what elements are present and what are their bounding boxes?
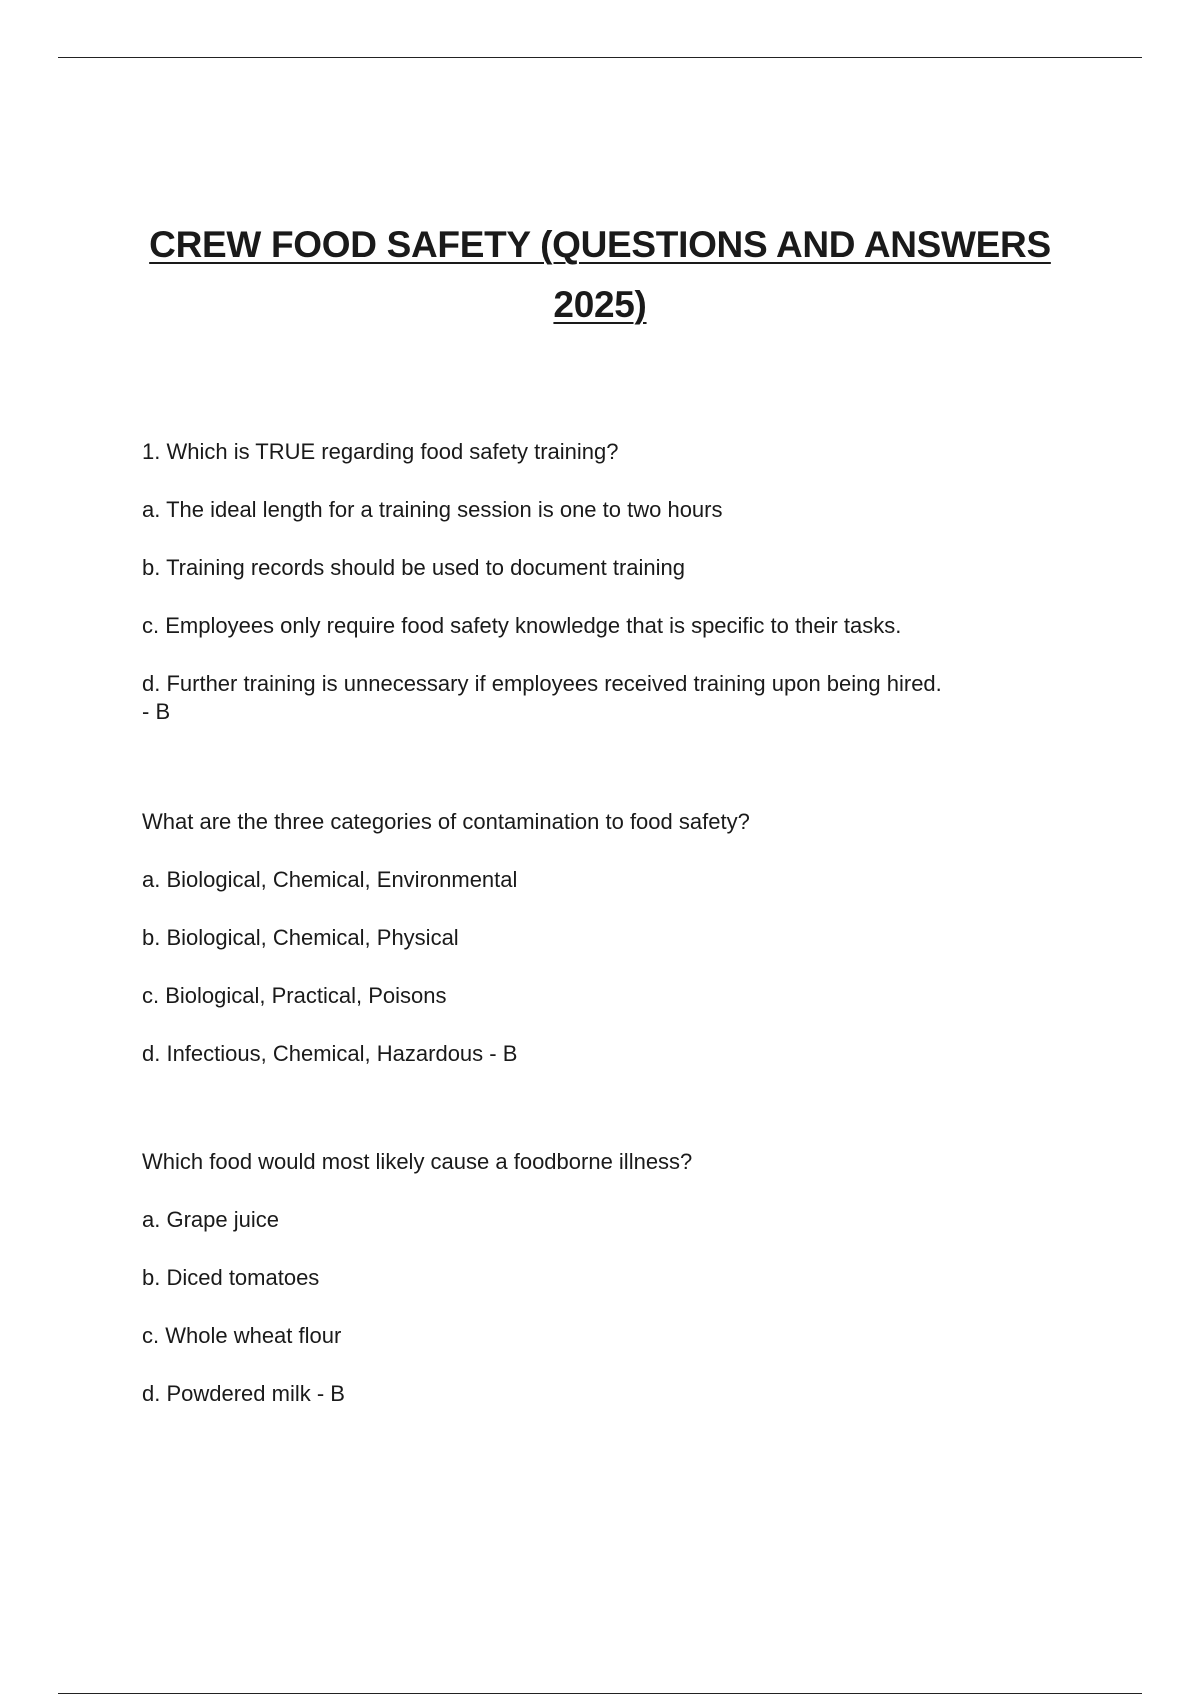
title-line-1: CREW FOOD SAFETY (QUESTIONS AND ANSWERS: [149, 224, 1051, 265]
option-d: d. Powdered milk - B: [142, 1381, 345, 1406]
option-b: b. Training records should be used to document training: [142, 555, 685, 580]
option-a: a. The ideal length for a training session is one to two hours: [142, 497, 723, 522]
question-text: Which food would most likely cause a foodborne illness?: [142, 1149, 693, 1174]
option-d-with-answer: [142, 670, 1082, 726]
option-c: c. Whole wheat flour: [142, 1323, 342, 1348]
option-d: d. Further training is unnecessary if employees received training upon being hired.: [142, 671, 942, 696]
option-a: a. Biological, Chemical, Environmental: [142, 867, 518, 892]
question-text: 1. Which is TRUE regarding food safety training?: [142, 439, 619, 464]
question-block-3: [142, 1148, 1082, 1408]
question-block-2: [142, 808, 1082, 1068]
option-d: d. Infectious, Chemical, Hazardous - B: [142, 1041, 518, 1066]
answer-key: - B: [142, 699, 171, 724]
header-rule: [58, 57, 1142, 58]
title-line-2: 2025): [553, 284, 647, 325]
footer-rule: [58, 1693, 1142, 1694]
option-c: c. Employees only require food safety knowledge that is specific to their tasks.: [142, 613, 902, 638]
option-b: b. Biological, Chemical, Physical: [142, 925, 459, 950]
question-text: What are the three categories of contamination to food safety?: [142, 809, 750, 834]
question-list: [142, 438, 1082, 1408]
document-title: [0, 215, 1200, 335]
question-block-1: [142, 438, 1082, 726]
option-c: c. Biological, Practical, Poisons: [142, 983, 447, 1008]
option-a: a. Grape juice: [142, 1207, 279, 1232]
option-b: b. Diced tomatoes: [142, 1265, 320, 1290]
